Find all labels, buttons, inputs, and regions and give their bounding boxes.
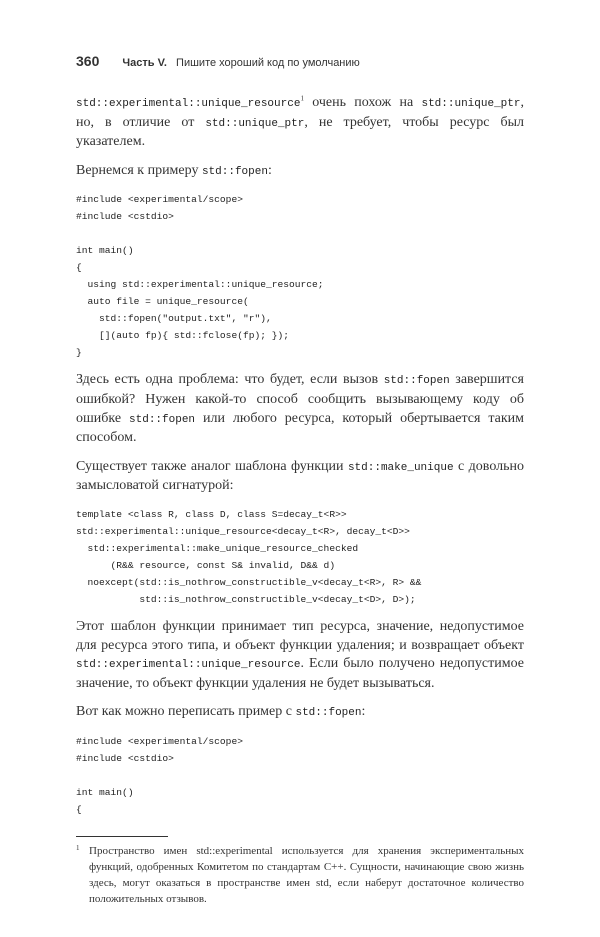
- inline-code: std::fopen: [201, 165, 268, 178]
- text: :: [361, 704, 366, 720]
- text: Существует также аналог шаблона функции: [76, 458, 348, 474]
- text: Этот шаблон функции принимает тип ресурса, значение, недопустимое для ресурса этого типа, и объект функции удаления; и возвращает объект: [76, 618, 524, 653]
- text: Здесь есть одна проблема: что будет, если вызов: [76, 372, 384, 388]
- text: , но, в отличие от: [76, 95, 524, 130]
- text: с довольно замысловатой сигнатурой:: [76, 458, 524, 494]
- paragraph-4: [76, 458, 524, 496]
- paragraph-2: [76, 162, 524, 182]
- text: Вот как можно переписать пример с: [76, 704, 296, 720]
- inline-code: std::fopen: [383, 375, 450, 388]
- text: очень похож на: [303, 95, 422, 110]
- code-block-2: template <class R, class D, class S=decay_t<R>> std::experimental::unique_resource<decay_t<R>, decay_t<D>> std::experimental::make_unique_resource_checked (R&& resource, const S& invalid, D&& d) noexcept(std::is_nothrow_constructible_v<decay_t<R>, R> && std::is_nothrow_constructible_v<decay_t<D>, D>);: [76, 508, 422, 605]
- part-label: Часть V.: [122, 57, 167, 69]
- part-title: Пишите хороший код по умолчанию: [176, 57, 360, 69]
- inline-code: std::make_unique: [347, 461, 454, 474]
- footnote: [76, 843, 524, 907]
- footnote-text: Пространство имен std::experimental используется для хранения экспериментальных функций, одобренных Комитетом по стандартам C++. Сущности, начинающие свою жизнь здесь, могут оказаться в пространстве имен std, если наберут достаточное количество положительных отзывов.: [89, 844, 524, 905]
- inline-code: std::experimental::unique_resource: [76, 659, 301, 672]
- code-block-1: #include <experimental/scope> #include <cstdio> int main() { using std::experimental::unique_resource; auto file = unique_resource( std::fopen("output.txt", "r"), [](auto fp){ std::fclose(fp); }); }: [76, 194, 324, 359]
- text: . Если было получено недопустимое значение, то объект функции удаления не будет вызываться.: [76, 656, 524, 691]
- text: или любого ресурса, который обертывается таким способом.: [76, 410, 525, 446]
- code-block-3: #include <experimental/scope> #include <cstdio> int main() {: [76, 735, 243, 815]
- inline-code: std::unique_ptr: [205, 117, 305, 130]
- footnote-marker: 1: [76, 843, 80, 852]
- paragraph-6: [76, 703, 524, 723]
- text: Вернемся к примеру: [76, 162, 202, 178]
- inline-code: std::fopen: [295, 707, 362, 720]
- running-header: [76, 52, 524, 72]
- inline-code: std::experimental::unique_resource: [76, 98, 301, 110]
- inline-code: std::unique_ptr: [421, 98, 521, 110]
- footnote-divider: [76, 836, 168, 837]
- text: , не требует, чтобы ресурс был указателем.: [76, 114, 525, 150]
- text: :: [267, 162, 272, 178]
- paragraph-3: [76, 371, 524, 447]
- text: завершится ошибкой? Нужен какой-то способ сообщить вызывающему коду об ошибке: [76, 372, 525, 426]
- paragraph-1: [76, 94, 524, 152]
- inline-code: std::fopen: [129, 413, 196, 426]
- page-number: 360: [76, 53, 100, 69]
- paragraph-5: [76, 618, 524, 693]
- footnote-ref[interactable]: 1: [300, 94, 304, 103]
